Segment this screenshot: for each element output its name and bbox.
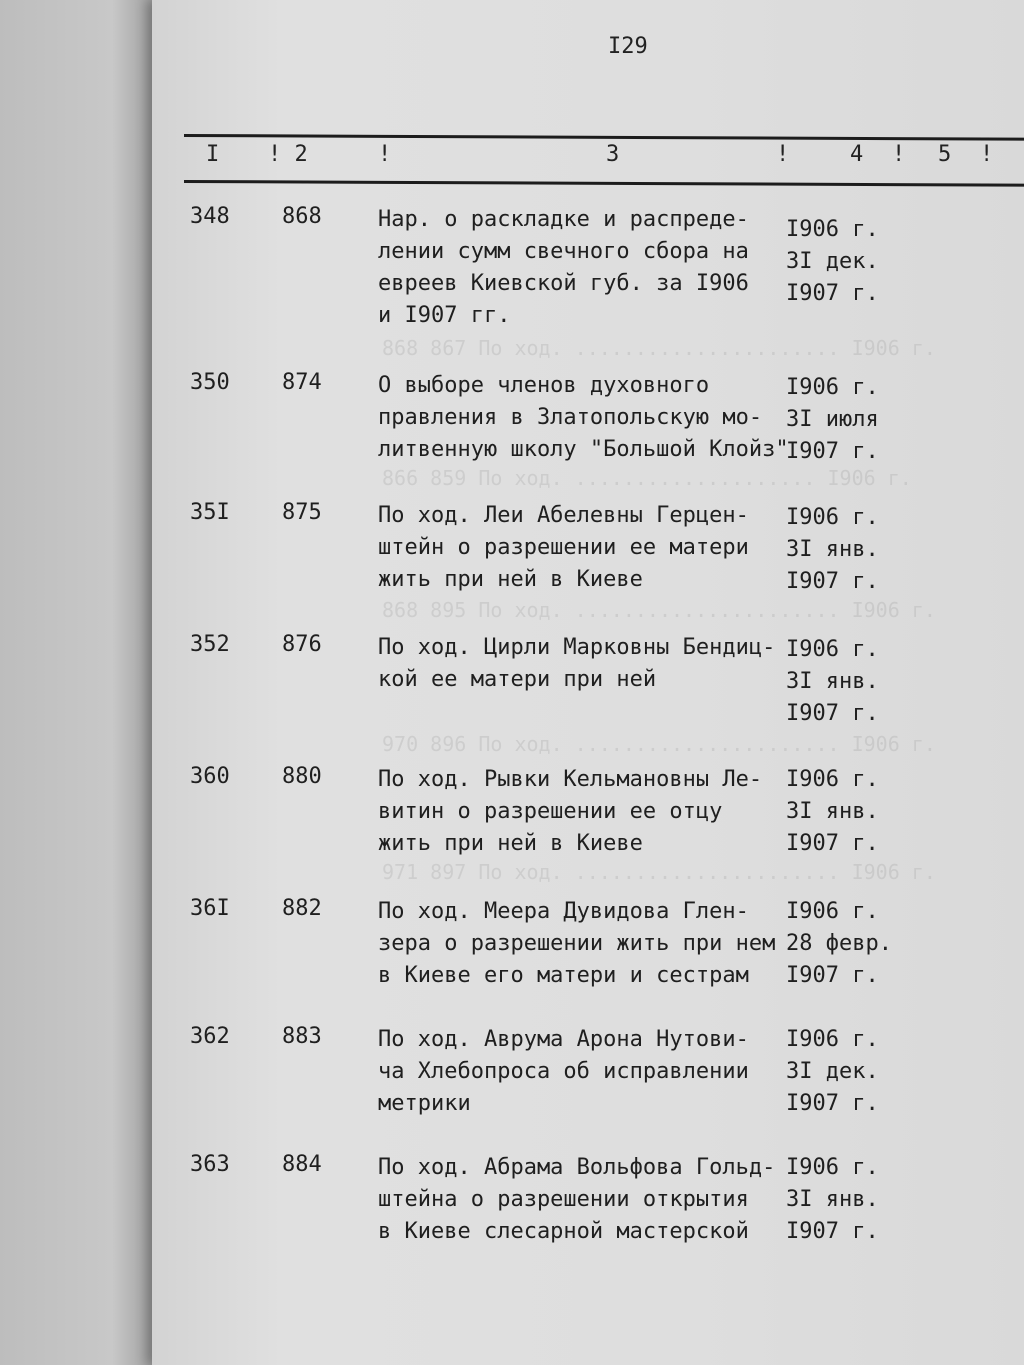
- entry-number: 348: [190, 204, 230, 229]
- entry-number: 352: [190, 632, 230, 657]
- date-line: 3I янв.: [786, 1187, 879, 1212]
- entry-description: [378, 500, 798, 596]
- entry-dates: [786, 502, 879, 598]
- date-line: 3I дек.: [786, 1059, 879, 1084]
- description-line: По ход. Цирли Марковны Бендиц-: [378, 635, 776, 660]
- date-line: I907 г.: [786, 569, 879, 594]
- entry-number: 350: [190, 370, 230, 395]
- entry-description: [378, 764, 798, 860]
- date-line: 3I дек.: [786, 249, 879, 274]
- header-col-1: I: [206, 142, 220, 167]
- description-line: штейна о разрешении открытия: [378, 1187, 749, 1212]
- entry-dates: [786, 1024, 879, 1120]
- date-line: I906 г.: [786, 1027, 879, 1052]
- date-line: I906 г.: [786, 767, 879, 792]
- file-number: 868: [282, 204, 322, 229]
- header-sep-6: !: [980, 142, 994, 167]
- description-line: литвенную школу "Большой Клойз": [378, 437, 789, 462]
- date-line: I907 г.: [786, 1091, 879, 1116]
- entry-description: [378, 204, 798, 332]
- file-number: 883: [282, 1024, 322, 1049]
- description-line: О выборе членов духовного: [378, 373, 710, 398]
- description-line: ча Хлебопроса об исправлении: [378, 1059, 749, 1084]
- description-line: витин о разрешении ее отцу: [378, 799, 723, 824]
- date-line: I907 г.: [786, 1219, 879, 1244]
- date-line: I906 г.: [786, 505, 879, 530]
- description-line: в Киеве слесарной мастерской: [378, 1219, 749, 1244]
- description-line: евреев Киевской губ. за I906: [378, 271, 749, 296]
- date-line: I906 г.: [786, 375, 879, 400]
- date-line: 3I янв.: [786, 537, 879, 562]
- description-line: жить при ней в Киеве: [378, 831, 643, 856]
- description-line: По ход. Меера Дувидова Глен-: [378, 899, 749, 924]
- entry-description: [378, 896, 798, 992]
- date-line: I906 г.: [786, 899, 879, 924]
- description-line: правления в Златопольскую мо-: [378, 405, 763, 430]
- date-line: I906 г.: [786, 217, 879, 242]
- entry-number: 363: [190, 1152, 230, 1177]
- description-line: в Киеве его матери и сестрам: [378, 963, 749, 988]
- entry-dates: [786, 1152, 879, 1248]
- date-line: I907 г.: [786, 963, 879, 988]
- entry-dates: [786, 372, 879, 468]
- file-number: 882: [282, 896, 322, 921]
- date-line: 3I июля: [786, 407, 879, 432]
- entry-description: [378, 632, 798, 696]
- entry-dates: [786, 896, 892, 992]
- date-line: 3I янв.: [786, 799, 879, 824]
- entry-number: 360: [190, 764, 230, 789]
- header-sep-3: !: [378, 142, 392, 167]
- date-line: 28 февр.: [786, 931, 892, 956]
- file-number: 880: [282, 764, 322, 789]
- entry-dates: [786, 764, 879, 860]
- description-line: По ход. Рывки Кельмановны Ле-: [378, 767, 763, 792]
- date-line: I906 г.: [786, 637, 879, 662]
- description-line: По ход. Абрама Вольфова Гольд-: [378, 1155, 776, 1180]
- entry-dates: [786, 634, 879, 730]
- entry-number: 362: [190, 1024, 230, 1049]
- date-line: I907 г.: [786, 281, 879, 306]
- description-line: По ход. Леи Абелевны Герцен-: [378, 503, 749, 528]
- file-number: 876: [282, 632, 322, 657]
- date-line: I907 г.: [786, 439, 879, 464]
- entry-description: [378, 370, 798, 466]
- description-line: жить при ней в Киеве: [378, 567, 643, 592]
- header-sep-4: !: [776, 142, 790, 167]
- entry-description: [378, 1024, 798, 1120]
- entry-number: 35I: [190, 500, 230, 525]
- header-col-4: 4: [850, 142, 864, 167]
- bleed-through-text: 970 896 По ход. ...................... I906 г.: [382, 732, 936, 756]
- date-line: I906 г.: [786, 1155, 879, 1180]
- file-number: 874: [282, 370, 322, 395]
- description-line: метрики: [378, 1091, 471, 1116]
- entry-number: 36I: [190, 896, 230, 921]
- facing-page-edge: [0, 0, 160, 1365]
- description-line: По ход. Аврума Арона Нутови-: [378, 1027, 749, 1052]
- description-line: кой ее матери при ней: [378, 667, 657, 692]
- bleed-through-text: 868 895 По ход. ...................... I906 г.: [382, 598, 936, 622]
- bleed-through-text: 971 897 По ход. ...................... I906 г.: [382, 860, 936, 884]
- header-col-5: 5: [938, 142, 952, 167]
- entry-description: [378, 1152, 798, 1248]
- description-line: штейн о разрешении ее матери: [378, 535, 749, 560]
- bleed-through-text: 868 867 По ход. ...................... I906 г.: [382, 336, 936, 360]
- header-col-2: ! 2: [268, 142, 308, 167]
- entry-dates: [786, 214, 879, 310]
- file-number: 875: [282, 500, 322, 525]
- description-line: Нар. о раскладке и распреде-: [378, 207, 749, 232]
- description-line: зера о разрешении жить при нем: [378, 931, 776, 956]
- file-number: 884: [282, 1152, 322, 1177]
- date-line: I907 г.: [786, 701, 879, 726]
- header-col-3: 3: [606, 142, 620, 167]
- description-line: лении сумм свечного сбора на: [378, 239, 749, 264]
- date-line: 3I янв.: [786, 669, 879, 694]
- date-line: I907 г.: [786, 831, 879, 856]
- header-sep-5: !: [892, 142, 906, 167]
- bleed-through-text: 866 859 По ход. .................... I906 г.: [382, 466, 912, 490]
- description-line: и I907 гг.: [378, 303, 511, 328]
- page-number: I29: [608, 34, 648, 59]
